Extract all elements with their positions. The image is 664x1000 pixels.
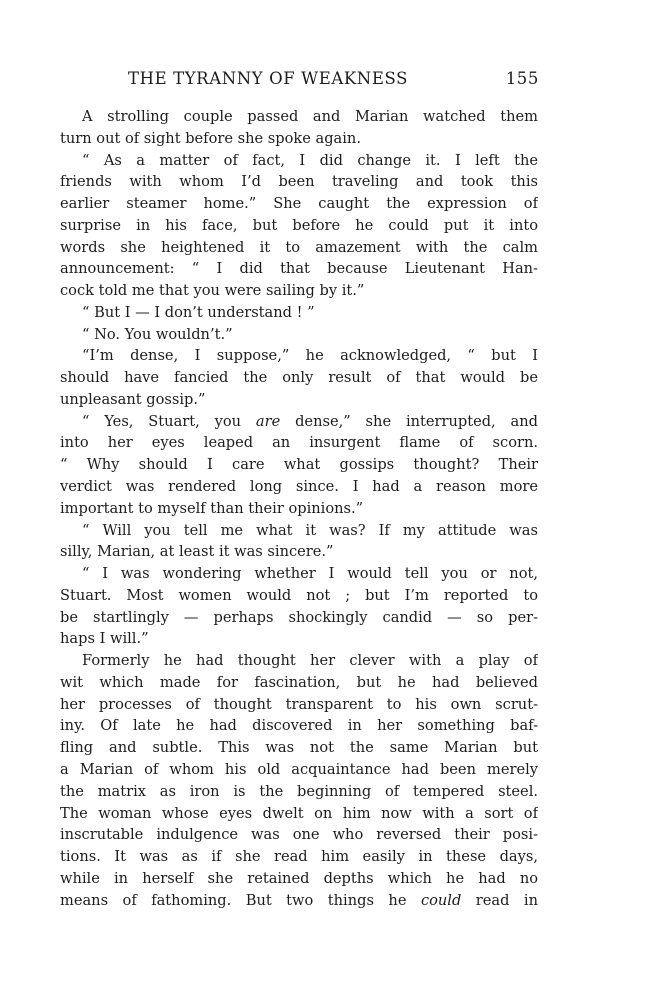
text-line <box>60 890 538 912</box>
text-line: into her eyes leaped an insurgent flame of scorn. <box>60 434 538 452</box>
text-line: while in herself she retained depths which he had no <box>60 869 538 887</box>
body-text <box>60 106 538 911</box>
text-line: her processes of thought transparent to his own scrut- <box>60 695 538 713</box>
text-run: “ Yes, Stuart, you <box>82 412 256 430</box>
text-line: The woman whose eyes dwelt on him now with a sort of <box>60 804 538 822</box>
text-line: surprise in his face, but before he could put it into <box>60 216 538 234</box>
running-title: THE TYRANNY OF WEAKNESS <box>128 69 408 88</box>
page-number: 155 <box>505 69 539 88</box>
text-line: should have fancied the only result of that would be <box>60 369 538 387</box>
italic-word: could <box>420 891 462 909</box>
text-line: verdict was rendered long since. I had a reason more <box>60 478 538 496</box>
text-line: wit which made for fascination, but he had believed <box>60 673 538 691</box>
text-line: turn out of sight before she spoke again. <box>60 129 361 147</box>
text-line: iny. Of late he had discovered in her something baf- <box>60 717 538 735</box>
text-line: inscrutable indulgence was one who reversed their posi- <box>60 826 538 844</box>
text-line: the matrix as iron is the beginning of tempered steel. <box>60 782 538 800</box>
text-run: read in <box>461 891 538 909</box>
text-line: “I’m dense, I suppose,” he acknowledged, “ but I <box>82 347 538 365</box>
running-header <box>60 64 538 94</box>
text-line: silly, Marian, at least it was sincere.” <box>60 543 334 561</box>
text-line: fling and subtle. This was not the same Marian but <box>60 739 538 757</box>
text-line: Stuart. Most women would not ; but I’m reported to <box>60 586 538 604</box>
text-line: “ I was wondering whether I would tell you or not, <box>82 565 538 583</box>
text-line: a Marian of whom his old acquaintance had been merely <box>60 760 538 778</box>
text-line: “ Will you tell me what it was? If my attitude was <box>82 521 538 539</box>
text-run: means of fathoming. But two things he <box>60 891 421 909</box>
text-line <box>60 411 538 433</box>
text-line: cock told me that you were sailing by it.” <box>60 282 365 300</box>
text-line: tions. It was as if she read him easily in these days, <box>60 848 538 866</box>
text-line: “ As a matter of fact, I did change it. I left the <box>82 151 538 169</box>
text-run: dense,” she interrupted, and <box>280 412 538 430</box>
book-page <box>60 64 538 911</box>
text-line: A strolling couple passed and Marian watched them <box>82 108 538 125</box>
text-line: important to myself than their opinions.” <box>60 499 364 517</box>
text-line: “ But I — I don’t understand ! ” <box>82 303 315 321</box>
text-line: words she heightened it to amazement with the calm <box>60 238 538 256</box>
text-line: unpleasant gossip.” <box>60 390 206 408</box>
italic-word: are <box>255 412 281 430</box>
text-line: “ Why should I care what gossips thought? Their <box>60 456 538 474</box>
text-line: earlier steamer home.” She caught the expression of <box>60 195 538 213</box>
text-line: Formerly he had thought her clever with a play of <box>82 652 538 670</box>
text-line: friends with whom I’d been traveling and took this <box>60 173 538 191</box>
text-line: be startlingly — perhaps shockingly candid — so per- <box>60 608 538 626</box>
text-line: “ No. You wouldn’t.” <box>82 325 233 343</box>
text-line: haps I will.” <box>60 630 149 648</box>
text-line: announcement: “ I did that because Lieutenant Han- <box>60 260 538 278</box>
